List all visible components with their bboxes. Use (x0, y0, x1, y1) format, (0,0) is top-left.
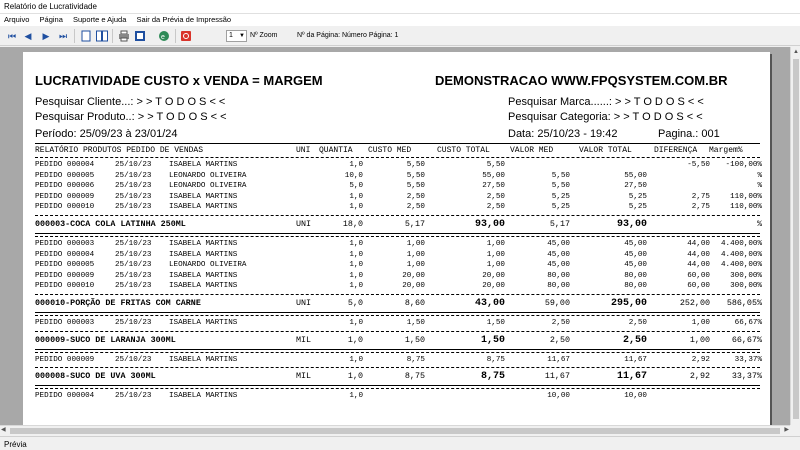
col-margem: Margem% (709, 146, 743, 155)
cell-custo-med: 5,50 (406, 171, 425, 180)
cell-diferenca: 60,00 (687, 271, 710, 280)
header-top-rule (35, 143, 760, 144)
cell-pedido: PEDIDO 000009 (35, 355, 95, 364)
cell-diferenca: 44,00 (687, 250, 710, 259)
cell-diferenca: 44,00 (687, 240, 710, 248)
zoom-label: Nº Zoom (250, 32, 278, 39)
cell-valor-total: 11,67 (624, 355, 647, 364)
table-row (35, 203, 765, 213)
product-uni: MIL (296, 371, 312, 382)
cell-quantia: 10,0 (344, 171, 363, 180)
table-row (35, 182, 765, 192)
product-diferenca: 252,00 (679, 298, 710, 308)
menu-pagina[interactable]: Página (39, 15, 63, 24)
table-row (35, 261, 765, 271)
export-icon[interactable] (158, 30, 170, 42)
report-data: Data: 25/10/23 - 19:42 (508, 128, 618, 140)
table-row (35, 319, 765, 329)
group-dash-rule (35, 352, 760, 353)
table-row (35, 172, 765, 182)
table-header (35, 146, 765, 156)
zoom-select[interactable] (226, 30, 247, 42)
filter-categoria: Pesquisar Categoria: > > T O D O S < < (508, 111, 703, 123)
cell-custo-med: 20,00 (402, 271, 425, 280)
cell-custo-total: 55,00 (482, 171, 505, 180)
svg-text:e: e (161, 34, 165, 41)
cell-quantia: 1,0 (349, 282, 363, 291)
col-diferenca: DIFERENÇA (654, 146, 698, 155)
cell-data: 25/10/23 (115, 271, 152, 280)
product-valor-total: 93,00 (616, 219, 647, 230)
cell-custo-total: 20,00 (482, 282, 505, 291)
window-title: Relatório de Lucratividade (4, 2, 97, 11)
cell-custo-med: 1,00 (406, 240, 425, 248)
cell-cliente: ISABELA MARTINS (169, 250, 238, 259)
cell-data: 25/10/23 (115, 161, 152, 169)
product-valor-med: 59,00 (544, 298, 570, 308)
cell-pedido: PEDIDO 000005 (35, 171, 95, 180)
product-name: 000003-COCA COLA LATINHA 250ML (35, 219, 186, 229)
group-solid-rule (35, 312, 760, 313)
cell-diferenca: 1,00 (691, 319, 710, 327)
product-diferenca: 1,00 (689, 334, 710, 345)
product-margem: % (756, 219, 762, 229)
cell-valor-med: 5,25 (551, 192, 570, 201)
print-icon[interactable] (118, 30, 130, 42)
cell-diferenca: 44,00 (687, 261, 710, 270)
cell-data: 25/10/23 (115, 192, 152, 201)
cell-cliente: LEONARDO OLIVEIRA (169, 182, 247, 191)
cell-cliente: ISABELA MARTINS (169, 392, 238, 401)
cell-data: 25/10/23 (115, 355, 152, 364)
cell-margem: 110,00% (730, 203, 762, 212)
col-quantia: QUANTIA (319, 146, 353, 155)
menu-suporte[interactable]: Suporte e Ajuda (72, 15, 127, 24)
product-uni: MIL (296, 334, 312, 345)
chevron-down-icon: ▼ (239, 33, 245, 39)
horizontal-scrollbar[interactable] (0, 425, 790, 435)
cell-valor-total: 45,00 (624, 250, 647, 259)
cell-data: 25/10/23 (115, 250, 152, 259)
cell-custo-total: 1,00 (486, 261, 505, 270)
group-divider (35, 215, 760, 216)
cell-data: 25/10/23 (115, 261, 152, 270)
product-valor-total: 295,00 (610, 298, 647, 309)
product-valor-total: 11,67 (616, 371, 647, 383)
cell-pedido: PEDIDO 000006 (35, 182, 95, 191)
report-title: LUCRATIVIDADE CUSTO x VENDA = MARGEM (35, 73, 323, 88)
cell-quantia: 1,0 (349, 161, 363, 169)
cell-valor-total: 80,00 (624, 271, 647, 280)
cell-margem: -100,00% (725, 161, 762, 169)
menu-arquivo[interactable]: Arquivo (4, 15, 30, 24)
col-custo-total: CUSTO TOTAL (437, 146, 490, 155)
product-custo-med: 8,75 (404, 371, 425, 382)
cell-quantia: 5,0 (349, 182, 363, 191)
cell-valor-med: 5,50 (551, 182, 570, 191)
product-summary-row (35, 371, 765, 385)
product-name: 000010-PORÇÃO DE FRITAS COM CARNE (35, 298, 201, 308)
cell-valor-total: 27,50 (624, 182, 647, 191)
group-dash-rule (35, 315, 760, 316)
product-summary-row (35, 219, 765, 233)
cell-custo-total: 20,00 (482, 271, 505, 280)
cell-valor-med: 45,00 (547, 250, 570, 259)
cell-pedido: PEDIDO 000003 (35, 319, 95, 327)
table-row (35, 240, 765, 250)
scroll-up-icon[interactable]: ▲ (793, 49, 799, 55)
filter-cliente: Pesquisar Cliente...: > > T O D O S < < (35, 96, 226, 108)
cell-cliente: ISABELA MARTINS (169, 240, 238, 248)
cell-custo-med: 1,00 (406, 261, 425, 270)
cell-pedido: PEDIDO 000009 (35, 271, 95, 280)
horizontal-scroll-thumb[interactable] (10, 428, 780, 434)
product-margem: 33,37% (731, 371, 762, 382)
cell-diferenca: 2,75 (691, 203, 710, 212)
preview-viewport[interactable] (0, 47, 790, 425)
zoom-value: 1 (229, 32, 233, 39)
cell-valor-total: 80,00 (624, 282, 647, 291)
group-dash-rule (35, 236, 760, 237)
cell-margem: 300,00% (730, 271, 762, 280)
cell-diferenca: 2,92 (691, 355, 710, 364)
product-custo-total: 1,50 (480, 334, 505, 346)
cell-quantia: 1,0 (349, 271, 363, 280)
page-number-label: Nº da Página: Número Página: 1 (297, 32, 399, 39)
cell-cliente: ISABELA MARTINS (169, 319, 238, 327)
cell-valor-total: 45,00 (624, 261, 647, 270)
cell-pedido: PEDIDO 000004 (35, 250, 95, 259)
product-name: 000009-SUCO DE LARANJA 300ML (35, 334, 176, 345)
cell-custo-med: 8,75 (406, 355, 425, 364)
product-summary-row (35, 335, 765, 349)
close-preview-icon[interactable] (180, 30, 192, 42)
cell-margem: 300,00% (730, 282, 762, 291)
next-page-icon[interactable]: ▶ (42, 30, 50, 41)
cell-custo-med: 1,00 (406, 250, 425, 259)
cell-quantia: 1,0 (349, 261, 363, 270)
cell-margem: 110,00% (730, 192, 762, 201)
scroll-left-icon[interactable]: ◀ (1, 427, 6, 433)
cell-margem: 33,37% (734, 355, 762, 364)
report-page (23, 52, 770, 425)
table-row (35, 392, 765, 402)
table-row (35, 161, 765, 171)
cell-margem: 4.400,00% (720, 261, 762, 270)
cell-margem: 4.400,00% (720, 240, 762, 248)
product-margem: 66,67% (731, 334, 762, 345)
cell-data: 25/10/23 (115, 319, 152, 327)
cell-custo-med: 1,50 (406, 319, 425, 327)
cell-custo-total: 1,00 (486, 250, 505, 259)
group-solid-rule (35, 349, 760, 350)
cell-custo-total: 5,50 (486, 161, 505, 169)
cell-valor-med: 5,25 (551, 203, 570, 212)
cell-valor-med: 10,00 (547, 392, 570, 401)
cell-cliente: ISABELA MARTINS (169, 282, 238, 291)
cell-quantia: 1,0 (349, 240, 363, 248)
cell-custo-total: 2,50 (486, 192, 505, 201)
cell-valor-med: 80,00 (547, 282, 570, 291)
cell-margem: 4.400,00% (720, 250, 762, 259)
table-row (35, 282, 765, 292)
cell-quantia: 1,0 (349, 192, 363, 201)
cell-valor-total: 5,25 (628, 192, 647, 201)
product-uni: UNI (296, 219, 312, 229)
report-pagina: Pagina.: 001 (658, 128, 720, 140)
toolbar (0, 26, 800, 46)
product-summary-row (35, 298, 765, 312)
product-custo-total: 8,75 (480, 371, 505, 383)
cell-pedido: PEDIDO 000004 (35, 161, 95, 169)
group-dash-rule (35, 388, 760, 389)
cell-quantia: 1,0 (349, 355, 363, 364)
cell-valor-med: 45,00 (547, 240, 570, 248)
cell-data: 25/10/23 (115, 240, 152, 248)
cell-custo-total: 27,50 (482, 182, 505, 191)
menu-bar (0, 14, 800, 26)
product-custo-med: 5,17 (404, 219, 425, 229)
cell-pedido: PEDIDO 000009 (35, 192, 95, 201)
cell-quantia: 1,0 (349, 392, 363, 401)
report-periodo: Período: 25/09/23 à 23/01/24 (35, 128, 178, 140)
product-custo-med: 8,60 (404, 298, 425, 308)
status-bar (0, 436, 800, 450)
cell-pedido: PEDIDO 000010 (35, 203, 95, 212)
cell-valor-med: 45,00 (547, 261, 570, 270)
cell-cliente: ISABELA MARTINS (169, 161, 238, 169)
product-diferenca: 2,92 (689, 371, 710, 382)
cell-custo-total: 8,75 (486, 355, 505, 364)
cell-valor-total: 45,00 (624, 240, 647, 248)
cell-cliente: ISABELA MARTINS (169, 203, 238, 212)
cell-custo-med: 20,00 (402, 282, 425, 291)
product-quantia: 1,0 (347, 371, 363, 382)
toolbar-separator (112, 29, 113, 43)
scroll-right-icon[interactable]: ▶ (784, 427, 789, 433)
cell-data: 25/10/23 (115, 203, 152, 212)
product-valor-med: 11,67 (544, 371, 570, 382)
cell-custo-total: 2,50 (486, 203, 505, 212)
product-margem: 586,05% (726, 298, 762, 308)
table-row (35, 193, 765, 203)
group-solid-rule (35, 385, 760, 386)
cell-cliente: ISABELA MARTINS (169, 355, 238, 364)
cell-pedido: PEDIDO 000004 (35, 392, 95, 401)
status-text: Prévia (4, 440, 27, 449)
cell-valor-med: 80,00 (547, 271, 570, 280)
col-relatorio: RELATÓRIO PRODUTOS PEDIDO DE VENDAS (35, 146, 204, 155)
col-valor-total: VALOR TOTAL (579, 146, 632, 155)
cell-valor-total: 5,25 (628, 203, 647, 212)
group-divider (35, 367, 760, 368)
prev-page-icon[interactable]: ◀ (24, 30, 32, 41)
cell-data: 25/10/23 (115, 171, 152, 180)
col-custo-med: CUSTO MED (368, 146, 412, 155)
table-row (35, 272, 765, 282)
cell-custo-total: 1,50 (486, 319, 505, 327)
cell-valor-med: 2,50 (551, 319, 570, 327)
cell-custo-med: 5,50 (406, 161, 425, 169)
header-bottom-rule (35, 157, 760, 158)
cell-diferenca: 60,00 (687, 282, 710, 291)
cell-cliente: LEONARDO OLIVEIRA (169, 261, 247, 270)
cell-diferenca: 2,75 (691, 192, 710, 201)
group-divider (35, 331, 760, 332)
product-uni: UNI (296, 298, 312, 308)
first-page-icon[interactable]: ⏮ (7, 30, 17, 41)
cell-diferenca: -5,50 (687, 161, 710, 169)
cell-custo-med: 2,50 (406, 203, 425, 212)
product-valor-total: 2,50 (622, 334, 647, 346)
cell-margem: % (757, 182, 762, 191)
cell-cliente: LEONARDO OLIVEIRA (169, 171, 247, 180)
cell-custo-total: 1,00 (486, 240, 505, 248)
product-quantia: 1,0 (347, 334, 363, 345)
product-custo-total: 93,00 (474, 219, 505, 230)
col-uni: UNI (296, 146, 311, 155)
cell-valor-total: 10,00 (624, 392, 647, 401)
product-valor-med: 2,50 (549, 334, 570, 345)
cell-cliente: ISABELA MARTINS (169, 271, 238, 280)
cell-pedido: PEDIDO 000010 (35, 282, 95, 291)
cell-valor-total: 2,50 (628, 319, 647, 327)
cell-data: 25/10/23 (115, 282, 152, 291)
product-valor-med: 5,17 (549, 219, 570, 229)
vertical-scroll-thumb[interactable] (793, 59, 799, 419)
toolbar-separator (175, 29, 176, 43)
cell-valor-med: 11,67 (547, 355, 570, 364)
group-divider (35, 294, 760, 295)
product-name: 000008-SUCO DE UVA 300ML (35, 371, 156, 382)
filter-produto: Pesquisar Produto..: > > T O D O S < < (35, 111, 227, 123)
table-row (35, 356, 765, 366)
cell-valor-total: 55,00 (624, 171, 647, 180)
print-setup-icon[interactable] (134, 30, 146, 42)
toolbar-separator (74, 29, 75, 43)
cell-pedido: PEDIDO 000003 (35, 240, 95, 248)
table-row (35, 251, 765, 261)
cell-cliente: ISABELA MARTINS (169, 192, 238, 201)
filter-marca: Pesquisar Marca......: > > T O D O S < < (508, 96, 704, 108)
window-title-bar (0, 0, 800, 14)
cell-margem: % (757, 171, 762, 180)
product-custo-total: 43,00 (474, 298, 505, 309)
group-solid-rule (35, 233, 760, 234)
vertical-scrollbar[interactable] (790, 47, 800, 425)
cell-pedido: PEDIDO 000005 (35, 261, 95, 270)
col-valor-med: VALOR MED (510, 146, 554, 155)
cell-quantia: 1,0 (349, 250, 363, 259)
cell-quantia: 1,0 (349, 319, 363, 327)
menu-sair-previa[interactable]: Sair da Prévia de Impressão (136, 15, 232, 24)
product-quantia: 18,0 (342, 219, 363, 229)
cell-margem: 66,67% (734, 319, 762, 327)
product-custo-med: 1,50 (404, 334, 425, 345)
last-page-icon[interactable]: ⏭ (58, 30, 68, 41)
cell-data: 25/10/23 (115, 182, 152, 191)
two-pages-icon[interactable] (96, 30, 108, 42)
single-page-icon[interactable] (80, 30, 92, 42)
report-demo-banner: DEMONSTRACAO WWW.FPQSYSTEM.COM.BR (435, 73, 728, 88)
cell-quantia: 1,0 (349, 203, 363, 212)
cell-custo-med: 2,50 (406, 192, 425, 201)
cell-data: 25/10/23 (115, 392, 152, 401)
cell-valor-med: 5,50 (551, 171, 570, 180)
product-quantia: 5,0 (347, 298, 363, 308)
cell-custo-med: 5,50 (406, 182, 425, 191)
